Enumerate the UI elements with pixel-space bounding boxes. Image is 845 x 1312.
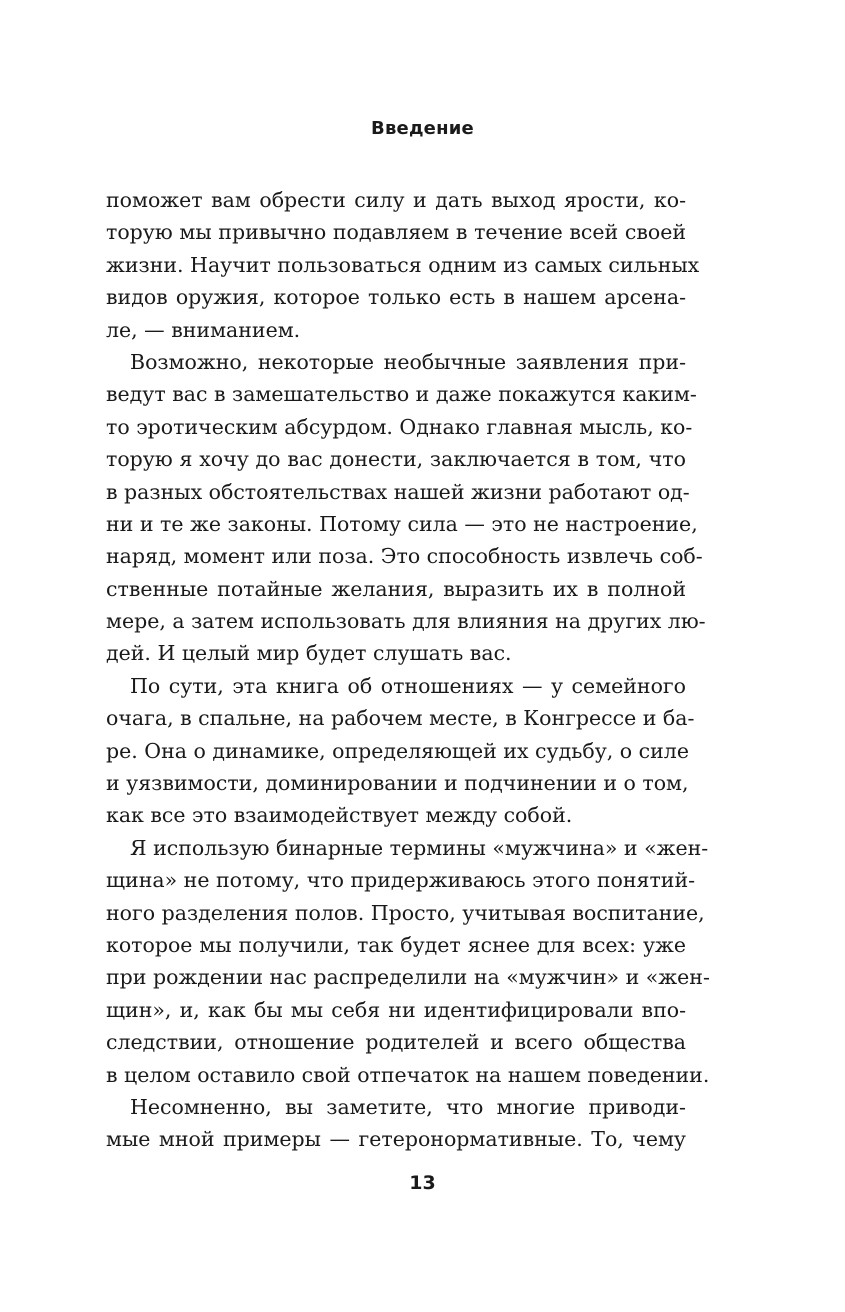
text-line: ного разделения полов. Просто, учитывая воспитание, xyxy=(106,900,705,925)
text-line: дей. И целый мир будет слушать вас. xyxy=(106,641,512,666)
text-line: которое мы получили, так будет яснее для всех: уже xyxy=(106,932,686,957)
text-line: следствии, отношение родителей и всего общества xyxy=(106,1030,686,1055)
page-body-text xyxy=(106,184,710,1156)
text-line: ле, — вниманием. xyxy=(106,317,301,342)
text-line: мере, а затем использовать для влияния на других лю- xyxy=(106,609,706,634)
text-line: в разных обстоятельствах нашей жизни работают од- xyxy=(106,479,690,504)
text-line: Я использую бинарные термины «мужчина» и «жен- xyxy=(130,835,709,860)
text-line: По сути, эта книга об отношениях — у семейного xyxy=(130,673,686,698)
text-line: Несомненно, вы заметите, что многие приводи- xyxy=(130,1094,686,1119)
text-line: и уязвимости, доминировании и подчинении и о том, xyxy=(106,771,689,796)
text-line: ре. Она о динамике, определяющей их судьбу, о силе xyxy=(106,738,689,763)
running-title: Введение xyxy=(371,118,474,139)
text-line: наряд, момент или поза. Это способность извлечь соб- xyxy=(106,544,703,569)
text-line: как все это взаимодействует между собой. xyxy=(106,803,573,828)
text-line: Возможно, некоторые необычные заявления при- xyxy=(130,349,686,374)
text-line: жизни. Научит пользоваться одним из самых сильных xyxy=(106,252,700,277)
page-number: 13 xyxy=(409,1172,436,1194)
text-line: ственные потайные желания, выразить их в полной xyxy=(106,576,686,601)
text-line: щин», и, как бы мы себя ни идентифицировали впо- xyxy=(106,997,686,1022)
text-line: мые мной примеры — гетеронормативные. То, чему xyxy=(106,1127,686,1152)
text-line: торую я хочу до вас донести, заключается в том, что xyxy=(106,447,686,472)
text-line: при рождении нас распределили на «мужчин» и «жен- xyxy=(106,965,710,990)
text-line: ведут вас в замешательство и даже покажутся каким- xyxy=(106,382,697,407)
text-line: ни и те же законы. Потому сила — это не настроение, xyxy=(106,511,698,536)
text-line: то эротическим абсурдом. Однако главная мысль, ко- xyxy=(106,414,693,439)
text-line: торую мы привычно подавляем в течение всей своей xyxy=(106,220,686,245)
text-line: поможет вам обрести силу и дать выход ярости, ко- xyxy=(106,188,686,212)
text-line: очага, в спальне, на рабочем месте, в Конгрессе и ба- xyxy=(106,706,695,731)
text-line: видов оружия, которое только есть в нашем арсена- xyxy=(106,285,686,310)
text-line: щина» не потому, что придерживаюсь этого понятий- xyxy=(106,868,696,893)
text-line: в целом оставило свой отпечаток на нашем поведении. xyxy=(106,1062,710,1087)
